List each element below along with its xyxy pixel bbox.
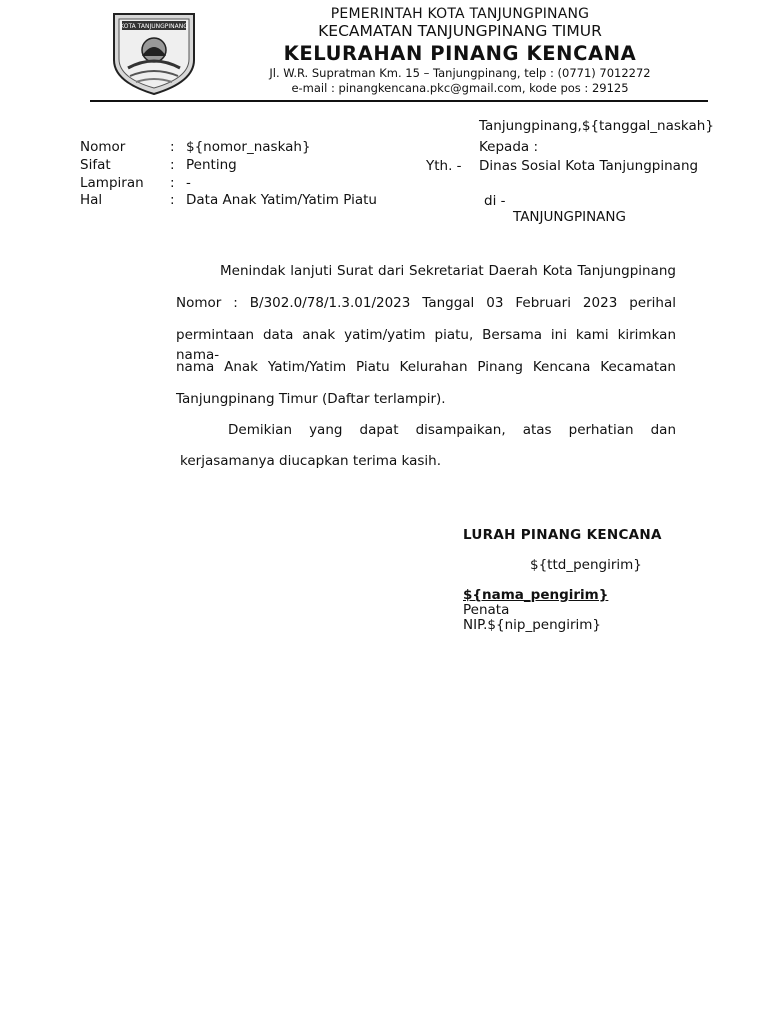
body-line: Tanjungpinang Timur (Daftar terlampir). <box>176 391 446 407</box>
recipient-yth: Yth. - <box>426 158 462 174</box>
letterhead-contact: e-mail : pinangkencana.pkc@gmail.com, kode pos : 29125 <box>291 81 629 95</box>
place-date: Tanjungpinang,${tanggal_naskah} <box>479 118 714 134</box>
field-sep: : <box>170 157 175 173</box>
field-value-sifat: Penting <box>186 157 237 173</box>
letterhead-village: KELURAHAN PINANG KENCANA <box>283 42 637 65</box>
field-sep: : <box>170 192 175 208</box>
body-line: kerjasamanya diucapkan terima kasih. <box>180 453 441 469</box>
letterhead-divider <box>90 100 708 102</box>
body-line: permintaan data anak yatim/yatim piatu, Bersama ini kami kirimkan nama- <box>176 327 676 363</box>
signature-nip: NIP.${nip_pengirim} <box>463 617 602 633</box>
field-value-hal: Data Anak Yatim/Yatim Piatu <box>186 192 377 208</box>
field-value-lampiran: - <box>186 175 191 191</box>
city-emblem-logo <box>108 8 200 96</box>
letterhead-government: PEMERINTAH KOTA TANJUNGPINANG <box>330 6 590 22</box>
field-label-sifat: Sifat <box>80 157 111 173</box>
body-line: Demikian yang dapat disampaikan, atas perhatian dan <box>228 422 676 438</box>
field-label-lampiran: Lampiran <box>80 175 144 191</box>
field-sep: : <box>170 139 175 155</box>
letterhead <box>210 6 710 96</box>
field-label-nomor: Nomor <box>80 139 126 155</box>
recipient-name: Dinas Sosial Kota Tanjungpinang <box>479 158 699 174</box>
letterhead-address: Jl. W.R. Supratman Km. 15 – Tanjungpinang, telp : (0771) 7012272 <box>269 66 651 80</box>
recipient-kepada: Kepada : <box>479 139 539 155</box>
body-line: Nomor : B/302.0/78/1.3.01/2023 Tanggal 03 Februari 2023 perihal <box>176 295 676 311</box>
body-line: nama Anak Yatim/Yatim Piatu Kelurahan Pinang Kencana Kecamatan <box>176 359 676 375</box>
body-line: Menindak lanjuti Surat dari Sekretariat Daerah Kota Tanjungpinang <box>220 263 676 279</box>
letterhead-district: KECAMATAN TANJUNGPINANG TIMUR <box>318 22 602 40</box>
recipient-di: di - <box>484 193 506 209</box>
logo-text: KOTA TANJUNGPINANG <box>120 23 188 30</box>
field-sep: : <box>170 175 175 191</box>
signature-rank: Penata <box>463 602 510 618</box>
signature-title: LURAH PINANG KENCANA <box>463 527 662 543</box>
recipient-city: TANJUNGPINANG <box>513 209 626 225</box>
signature-name: ${nama_pengirim} <box>463 587 609 603</box>
field-label-hal: Hal <box>80 192 103 208</box>
signature-ttd: ${ttd_pengirim} <box>530 557 642 573</box>
field-value-nomor: ${nomor_naskah} <box>186 139 311 155</box>
